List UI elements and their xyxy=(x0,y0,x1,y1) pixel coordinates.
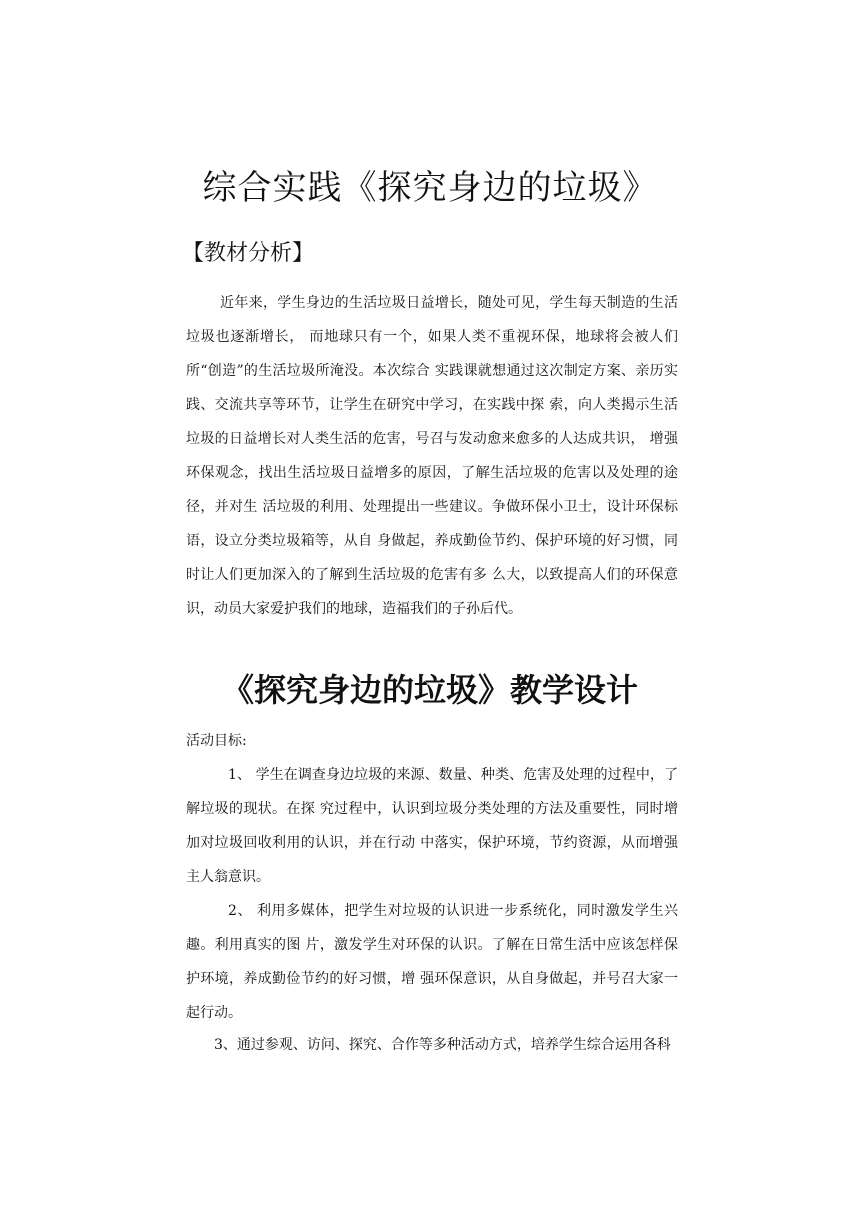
analysis-heading: 【教材分析】 xyxy=(182,241,315,266)
goal-item-2: 2、 利用多媒体，把学生对垃圾的认识进一步系统化，同时激发学生兴趣。利用真实的图 片，激发学生对环保的认识。了解在日常生活中应该怎样保护环境，养成勤俭节约的好习惯，增 强环保意识，从自身做起，并号召大家一起行动。 xyxy=(186,903,678,1021)
goal-item-3: 3、通过参观、访问、探究、合作等多种活动方式，培养学生综合运用各科 xyxy=(214,1037,671,1053)
goal-item-1: 1、 学生在调查身边垃圾的来源、数量、种类、危害及处理的过程中，了解垃圾的现状。在探 究过程中，认识到垃圾分类处理的方法及重要性，同时增加对垃圾回收利用的认识，并在行动 中落实，保护环境，节约资源，从而增强主人翁意识。 xyxy=(186,767,678,885)
design-title: 《探究身边的垃圾》教学设计 xyxy=(221,671,638,709)
document-title: 综合实践《探究身边的垃圾》 xyxy=(202,168,658,208)
analysis-paragraph: 近年来，学生身边的生活垃圾日益增长，随处可见，学生每天制造的生活垃圾也逐渐增长， 而地球只有一个，如果人类不重视环保，地球将会被人们所“创造”的生活垃圾所淹没。本次综合 实践课就想通过这次制定方案、亲历实践、交流共享等环节，让学生在研究中学习，在实践中探 索，向人类揭示生活垃圾的日益增长对人类生活的危害，号召与发动愈来愈多的人达成共识， 增强环保观念，找出生活垃圾日益增多的原因，了解生活垃圾的危害以及处理的途径，并对生 活垃圾的利用、处理提出一些建议。争做环保小卫士，设计环保标语，设立分类垃圾箱等，从自 身做起，养成勤俭节约、保护环境的好习惯，同时让人们更加深入的了解到生活垃圾的危害有多 么大，以致提高人们的环保意识，动员大家爱护我们的地球，造福我们的子孙后代。 xyxy=(186,295,678,617)
activity-goals-label: 活动目标: xyxy=(186,733,247,749)
